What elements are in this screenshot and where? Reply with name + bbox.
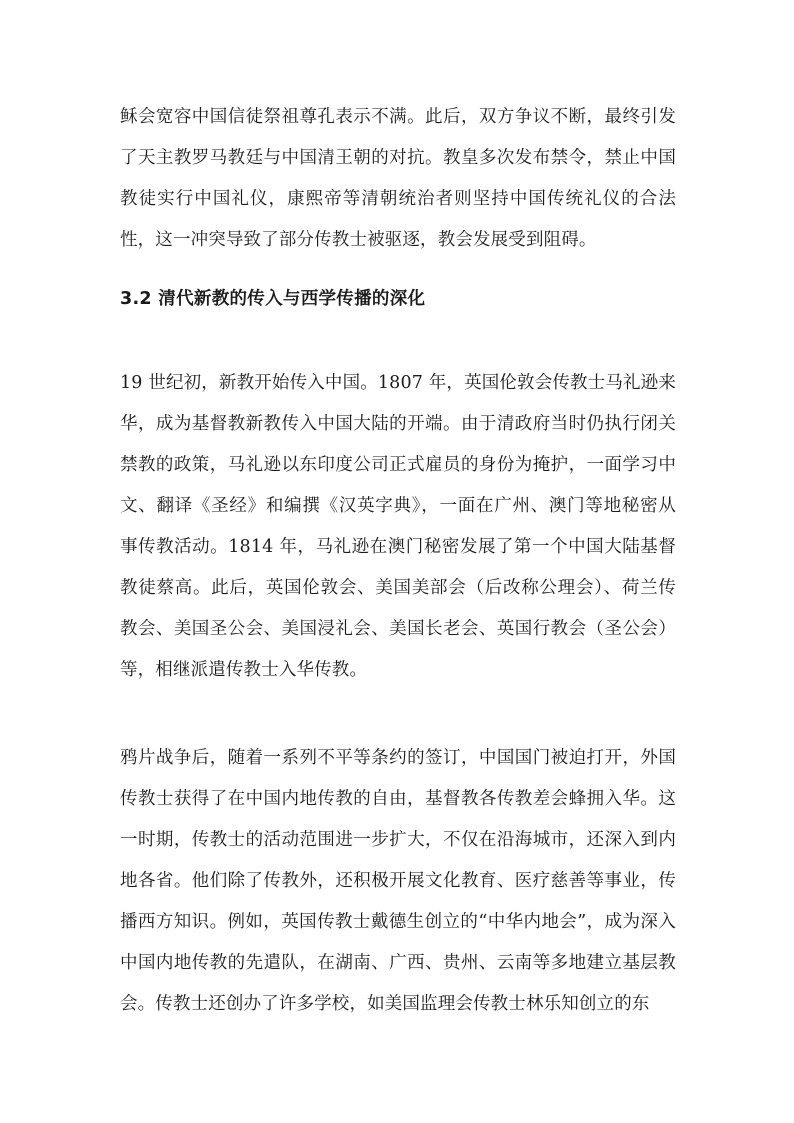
section-heading: 3.2 清代新教的传入与西学传播的深化 [120, 289, 426, 309]
body-paragraph: 19 世纪初，新教开始传入中国。1807 年，英国伦敦会传教士马礼逊来华，成为基督教新教传入中国大陆的开端。由于清政府当时仍执行闭关禁教的政策，马礼逊以东印度公司正式雇员的身份为掩护，一面学习中文、翻译《圣经》和编撰《汉英字典》，一面在广州、澳门等地秘密从事传教活动。1814 年，马礼逊在澳门秘密发展了第一个中国大陆基督教徒蔡高。此后，英国伦敦会、美国美部会（后改称公理会）、荷兰传教会、美国圣公会、美国浸礼会、美国长老会、英国行教会（圣公会）等，相继派遣传教士入华传教。 [120, 373, 676, 680]
body-paragraph: 稣会宽容中国信徒祭祖尊孔表示不满。此后，双方争议不断，最终引发了天主教罗马教廷与中国清王朝的对抗。教皇多次发布禁令，禁止中国教徒实行中国礼仪，康熙帝等清朝统治者则坚持中国传统礼仪的合法性，这一冲突导致了部分传教士被驱逐，教会发展受到阻碍。 [120, 107, 676, 250]
body-paragraph: 鸦片战争后，随着一系列不平等条约的签订，中国国门被迫打开，外国传教士获得了在中国内地传教的自由，基督教各传教差会蜂拥入华。这一时期，传教士的活动范围进一步扩大，不仅在沿海城市，还深入到内地各省。他们除了传教外，还积极开展文化教育、医疗慈善等事业，传播西方知识。例如，英国传教士戴德生创立的“中华内地会”，成为深入中国内地传教的先遣队，在湖南、广西、贵州、云南等多地建立基层教会。传教士还创办了许多学校，如美国监理会传教士林乐知创立的东 [120, 748, 676, 1014]
